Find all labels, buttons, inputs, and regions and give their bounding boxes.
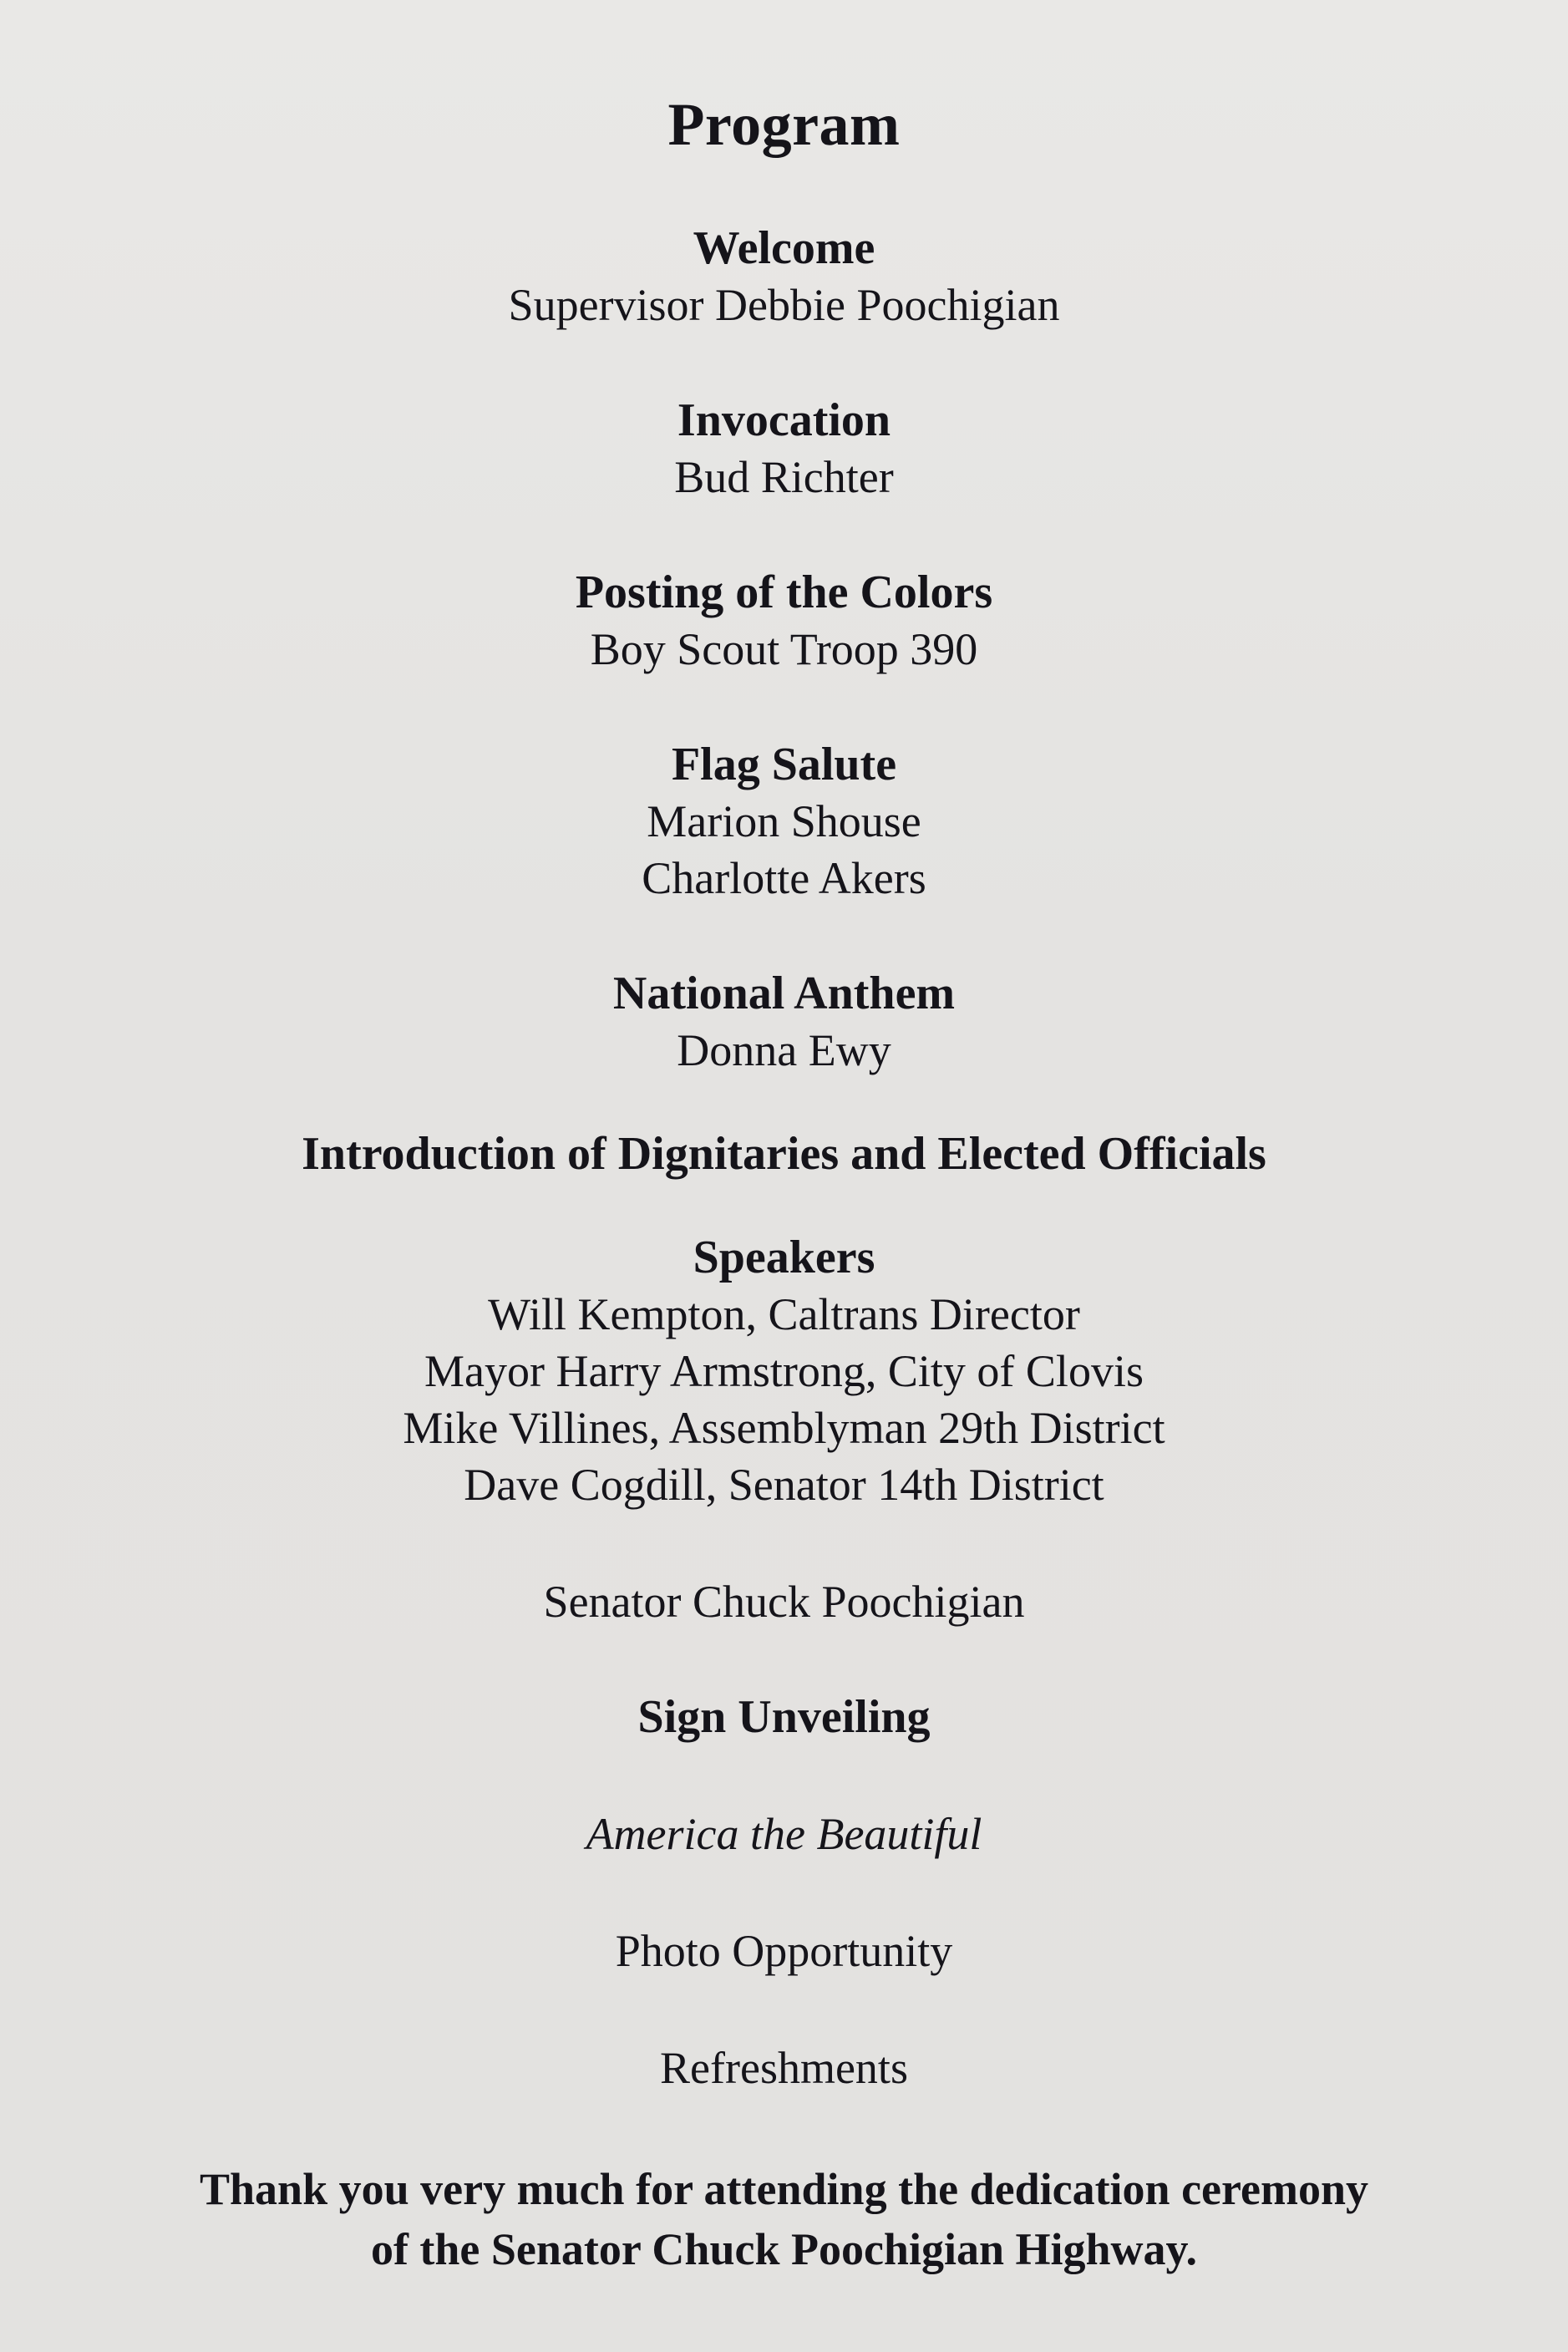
colors-name: Boy Scout Troop 390 — [590, 624, 978, 674]
sign-unveiling-heading: Sign Unveiling — [637, 1691, 931, 1743]
flag-salute-heading: Flag Salute — [671, 739, 897, 790]
flag-salute-name: Marion Shouse — [647, 796, 921, 846]
speaker-name: Will Kempton, Caltrans Director — [488, 1289, 1080, 1339]
speaker-name: Dave Cogdill, Senator 14th District — [464, 1460, 1104, 1510]
welcome-name: Supervisor Debbie Poochigian — [508, 280, 1060, 330]
featured-speaker: Senator Chuck Poochigian — [543, 1577, 1025, 1627]
invocation-name: Bud Richter — [674, 452, 894, 502]
invocation-heading: Invocation — [677, 394, 891, 446]
speaker-name: Mike Villines, Assemblyman 29th District — [403, 1403, 1165, 1453]
song-title: America the Beautiful — [586, 1809, 982, 1859]
speakers-heading: Speakers — [693, 1232, 875, 1283]
photo-opportunity: Photo Opportunity — [615, 1926, 953, 1976]
flag-salute-name: Charlotte Akers — [642, 853, 926, 903]
anthem-name: Donna Ewy — [677, 1025, 891, 1075]
welcome-heading: Welcome — [693, 222, 875, 274]
colors-heading: Posting of the Colors — [575, 566, 993, 618]
refreshments: Refreshments — [660, 2043, 908, 2093]
thanks-line-2: of the Senator Chuck Poochigian Highway. — [370, 2224, 1198, 2274]
program-title: Program — [667, 91, 901, 158]
speaker-name: Mayor Harry Armstrong, City of Clovis — [424, 1346, 1144, 1396]
thanks-line-1: Thank you very much for attending the dedication ceremony — [199, 2164, 1369, 2214]
anthem-heading: National Anthem — [612, 968, 956, 1019]
introduction-heading: Introduction of Dignitaries and Elected Officials — [302, 1128, 1266, 1180]
